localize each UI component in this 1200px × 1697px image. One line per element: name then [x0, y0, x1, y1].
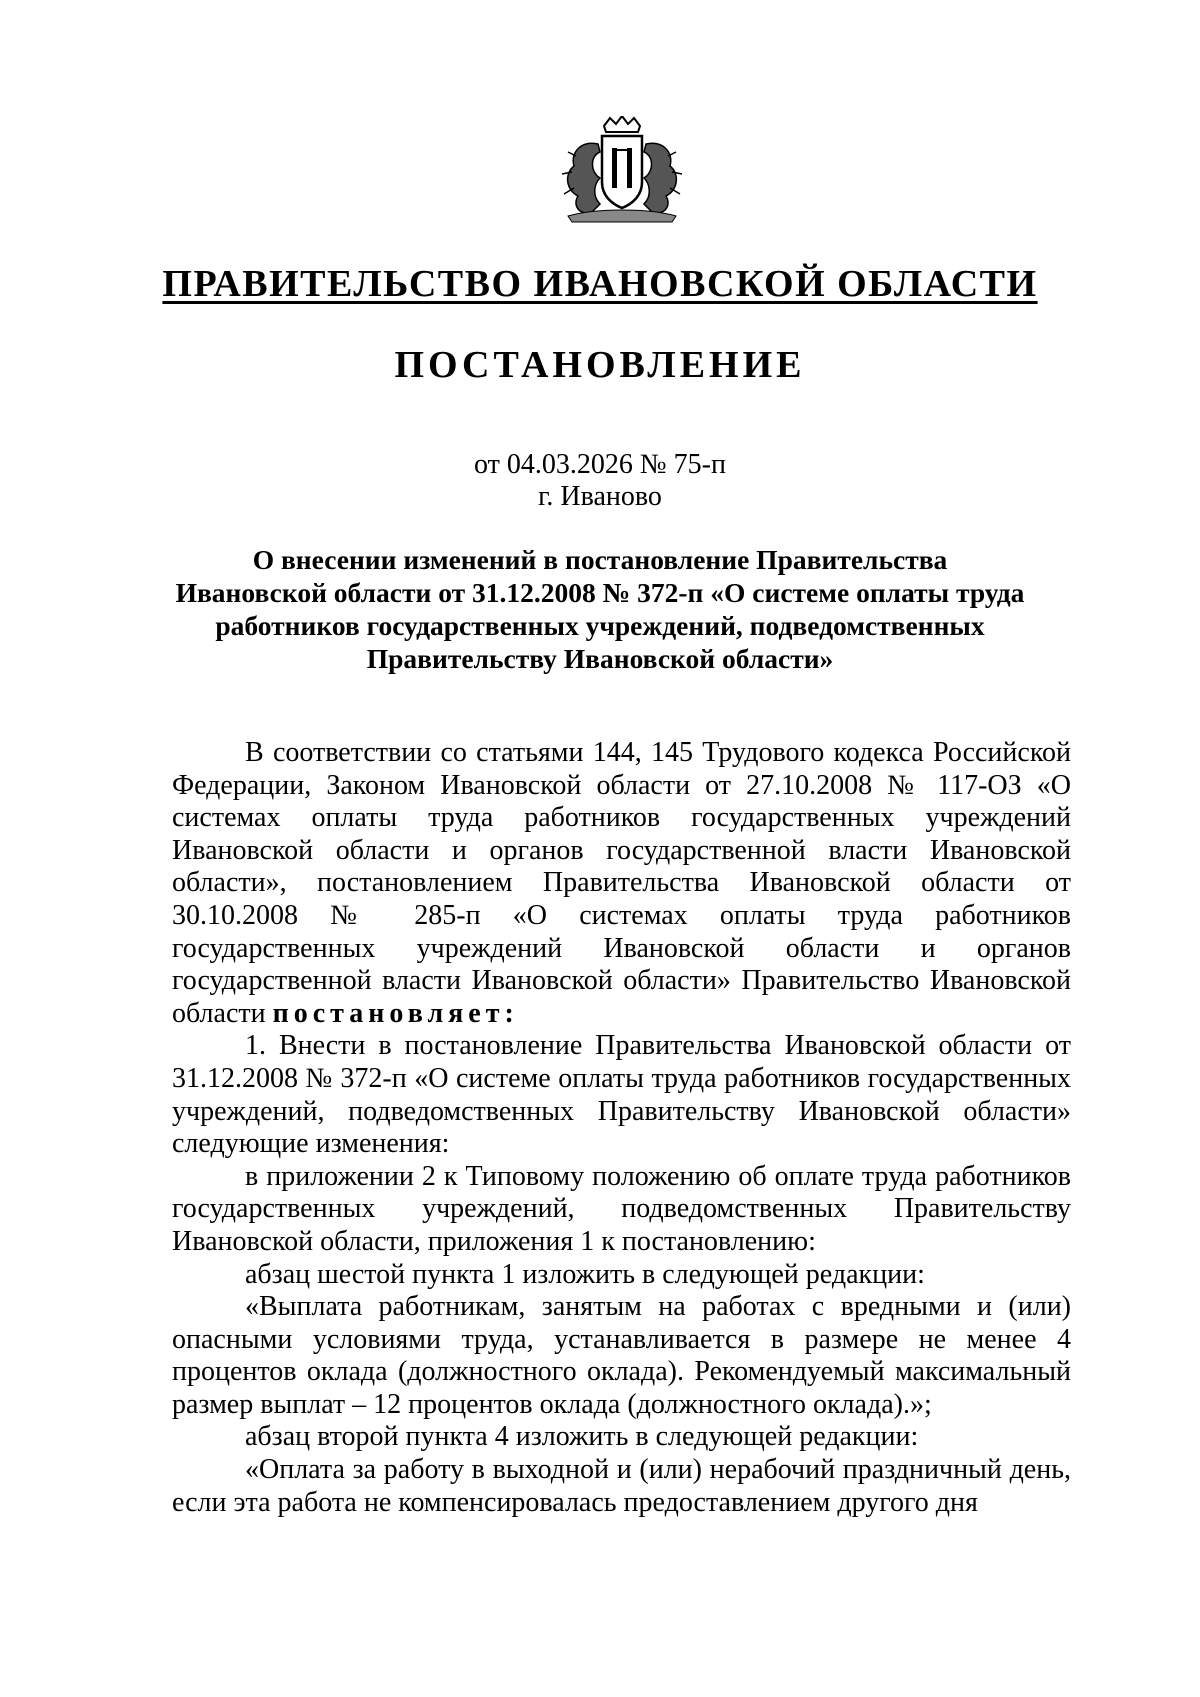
subject-line: О внесении изменений в постановление Правительства	[252, 544, 948, 575]
document-subject	[150, 543, 1050, 675]
body-paragraph: абзац второй пункта 4 изложить в следующей редакции:	[245, 1421, 919, 1453]
subject-line: Правительству Ивановской области»	[366, 643, 834, 674]
government-title	[0, 262, 1200, 306]
body-paragraph: абзац шестой пункта 1 изложить в следующей редакции:	[245, 1258, 925, 1290]
body-paragraph: в приложении 2 к Типовому положению об оплате труда работников государственных учреждений, подведомственных Правительству Ивановской области, приложения 1 к постановлению:	[172, 1160, 1071, 1257]
preamble-text: В соответствии со статьями 144, 145 Трудового кодекса Российской Федерации, Законом Ивановской области от 27.10.2008 № 117-ОЗ «О системах оплаты труда работников государственных учреждений Ивановской области и органов государственной власти Ивановской области», постановлением Правительства Ивановской области от 30.10.2008 № 285-п «О системах оплаты труда работников государственных учреждений Ивановской области и органов государственной власти Ивановской области» Правительство Ивановской области	[172, 737, 1071, 1029]
government-title-text: ПРАВИТЕЛЬСТВО ИВАНОВСКОЙ ОБЛАСТИ	[162, 263, 1038, 305]
document-type: ПОСТАНОВЛЕНИЕ	[394, 344, 806, 386]
subject-line: работников государственных учреждений, подведомственных	[215, 610, 985, 641]
preamble-paragraph	[172, 737, 1071, 1030]
coat-of-arms-icon	[556, 116, 688, 226]
coat-of-arms-emblem	[556, 116, 688, 226]
document-body	[172, 737, 1071, 1519]
subject-line: Ивановской области от 31.12.2008 № 372-п «О системе оплаты труда	[175, 577, 1025, 608]
document-date-number: от 04.03.2026 № 75-п	[474, 449, 726, 480]
document-city: г. Иваново	[538, 481, 662, 512]
body-paragraph: 1. Внести в постановление Правительства Ивановской области от 31.12.2008 № 372-п «О системе оплаты труда работников государственных учреждений, подведомственных Правительству Ивановской области» следующие изменения:	[172, 1030, 1071, 1160]
body-paragraph: «Выплата работникам, занятым на работах с вредными и (или) опасными условиями труда, устанавливается в размере не менее 4 процентов оклада (должностного оклада). Рекомендуемый максимальный размер выплат – 12 процентов оклада (должностного оклада).»;	[172, 1291, 1071, 1420]
resolves-word: постановляет:	[272, 997, 519, 1029]
body-paragraph: «Оплата за работу в выходной и (или) нерабочий праздничный день, если эта работа не компенсировалась предоставлением другого дня	[172, 1454, 1071, 1518]
